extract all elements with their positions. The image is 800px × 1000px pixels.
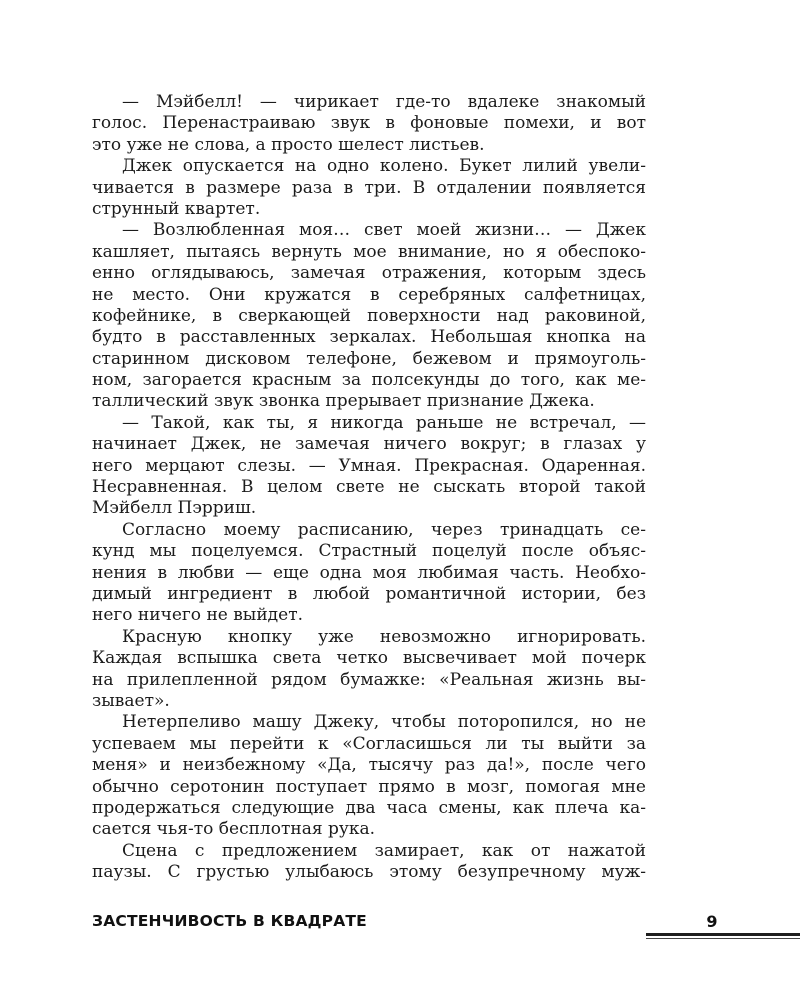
text-line: Сцена с предложением замирает, как от нажатой — [122, 840, 646, 861]
text-line: успеваем мы перейти к «Согласишься ли ты выйти за — [92, 733, 646, 754]
text-line: чивается в размере раза в три. В отдалении появляется — [92, 177, 646, 198]
text-line: кофейнике, в сверкающей поверхности над раковиной, — [92, 305, 646, 326]
text-line: — Такой, как ты, я никогда раньше не встречал, — — [122, 412, 646, 433]
text-line: не место. Они кружатся в серебряных салфетницах, — [92, 284, 646, 305]
text-line: сается чья-то бесплотная рука. — [92, 819, 376, 840]
text-line: на прилепленной рядом бумажке: «Реальная жизнь вы- — [92, 669, 646, 690]
text-line: Каждая вспышка света четко высвечивает мой почерк — [92, 648, 646, 669]
text-line: — Возлюбленная моя… свет моей жизни… — Джек — [122, 220, 646, 241]
text-line: голос. Перенастраиваю звук в фоновые помехи, и вот — [92, 113, 646, 134]
text-line: Согласно моему расписанию, через тринадцать се- — [122, 519, 646, 540]
footer-rule-thick — [646, 933, 800, 936]
text-line: — Мэйбелл! — чирикает где-то вдалеке знакомый — [122, 92, 646, 112]
text-line: димый ингредиент в любой романтичной истории, без — [92, 583, 646, 604]
text-line: ном, загорается красным за полсекунды до того, как ме- — [92, 370, 646, 391]
text-line: нения в любви — еще одна моя любимая часть. Необхо- — [92, 562, 646, 583]
text-line: него ничего не выйдет. — [92, 605, 304, 626]
text-line: Красную кнопку уже невозможно игнорировать. — [122, 626, 646, 647]
text-line: Джек опускается на одно колено. Букет лилий увели- — [122, 156, 646, 177]
text-line: Нетерпеливо машу Джеку, чтобы поторопился, но не — [122, 712, 646, 733]
text-line: зывает». — [92, 690, 170, 711]
text-line: старинном дисковом телефоне, бежевом и прямоуголь- — [92, 348, 646, 369]
text-line: паузы. С грустью улыбаюсь этому безупречному муж- — [92, 862, 646, 883]
text-line: Мэйбелл Пэрриш. — [92, 498, 257, 519]
text-line: кунд мы поцелуемся. Страстный поцелуй после объяс- — [92, 541, 646, 562]
text-line: это уже не слова, а просто шелест листьев. — [92, 134, 485, 155]
body-text — [92, 92, 646, 883]
text-line: Несравненная. В целом свете не сыскать второй такой — [92, 477, 646, 498]
footer-rule-thin — [646, 938, 800, 939]
text-line: таллический звук звонка прерывает признание Джека. — [92, 391, 595, 412]
page-footer — [92, 912, 800, 942]
text-line: меня» и неизбежному «Да, тысячу раз да!», после чего — [92, 755, 646, 776]
text-line: начинает Джек, не замечая ничего вокруг; в глазах у — [92, 434, 646, 455]
text-line: енно оглядываюсь, замечая отражения, которым здесь — [92, 263, 646, 284]
text-line: кашляет, пытаясь вернуть мое внимание, но я обеспоко- — [92, 241, 646, 262]
text-line: будто в расставленных зеркалах. Небольшая кнопка на — [92, 327, 646, 348]
running-title: ЗАСТЕНЧИВОСТЬ В КВАДРАТЕ — [92, 912, 367, 930]
text-line: него мерцают слезы. — Умная. Прекрасная. Одаренная. — [92, 455, 646, 476]
page-number: 9 — [706, 912, 718, 931]
text-line: обычно серотонин поступает прямо в мозг, помогая мне — [92, 776, 646, 797]
text-line: струнный квартет. — [92, 198, 261, 219]
text-line: продержаться следующие два часа смены, как плеча ка- — [92, 797, 646, 818]
